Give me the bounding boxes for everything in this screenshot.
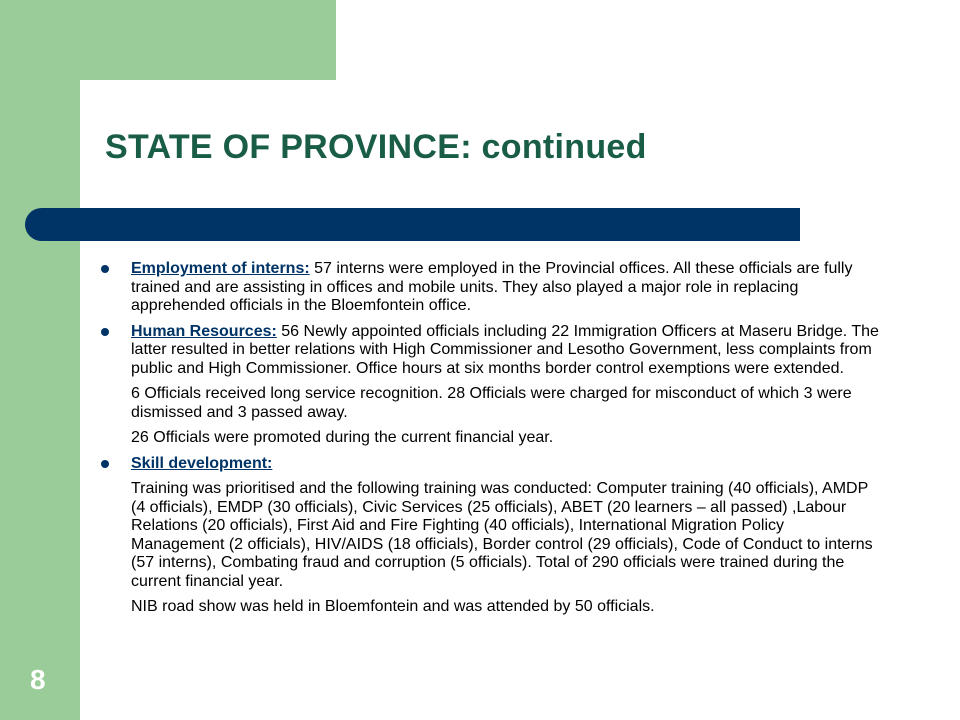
page-number: 8 (30, 664, 46, 695)
decorative-green-left-strip (0, 0, 80, 720)
bullet-heading: Skill development: (131, 454, 273, 472)
bullet-item-skill-development (101, 455, 881, 474)
bullet-icon (101, 460, 109, 468)
skill-paragraph-roadshow: NIB road show was held in Bloemfontein and was attended by 50 officials. (131, 598, 655, 615)
hr-paragraph-promotions: 26 Officials were promoted during the current financial year. (131, 429, 554, 446)
slide-title: STATE OF PROVINCE: continued (105, 128, 647, 166)
bullet-text: 56 Newly appointed officials including 22 Immigration Officers at Maseru Bridge. The latter resulted in better relations with High Commissioner and Lesotho Government, less complaints from public and High Commissioner. Office hours at six months border control exemptions were extended. (131, 322, 879, 377)
slide-body (101, 260, 881, 624)
skill-paragraph-training: Training was prioritised and the following training was conducted: Computer training (40 officials), AMDP (4 officials), EMDP (30 officials), Civic Services (25 officials), ABET (20 learners – all passed) ,Labour Relations (20 officials), First Aid and Fire Fighting (40 officials), International Migration Policy Management (2 officials), HIV/AIDS (18 officials), Border control (29 officials), Code of Conduct to interns (57 interns), Combating fraud and corruption (5 officials). Total of 290 officials were trained during the current financial year. (131, 480, 873, 590)
bullet-item-human-resources (101, 323, 881, 379)
bullet-icon (101, 328, 109, 336)
bullet-item-interns (101, 260, 881, 316)
bullet-heading: Human Resources: (131, 322, 277, 340)
bullet-heading: Employment of interns: (131, 260, 310, 277)
title-underline-bar (25, 208, 800, 241)
bullet-text: 57 interns were employed in the Provincial offices. All these officials are fully trained and are assisting in offices and mobile units. They also played a major role in replacing apprehended officials in the Bloemfontein office. (131, 260, 853, 314)
bullet-icon (101, 265, 109, 273)
hr-paragraph-recognition: 6 Officials received long service recognition. 28 Officials were charged for misconduct of which 3 were dismissed and 3 passed away. (131, 385, 852, 421)
